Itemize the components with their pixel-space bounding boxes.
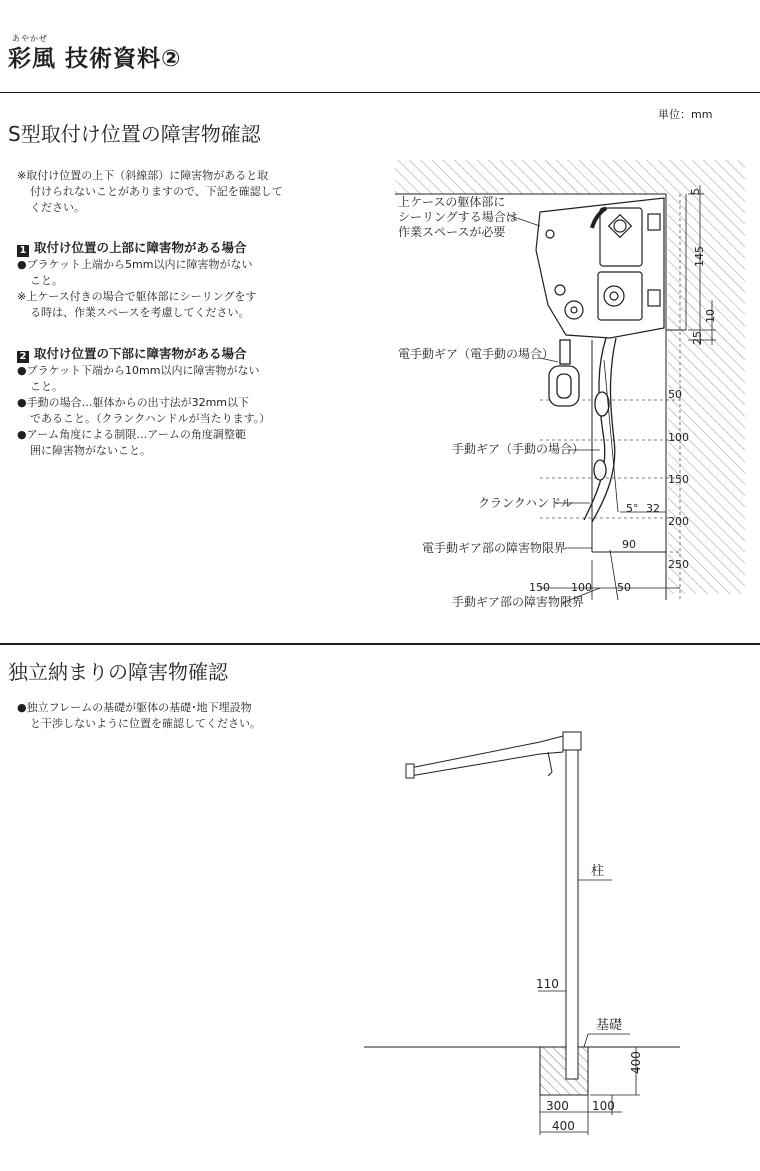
section1-heading: S型取付け位置の障害物確認 [8, 122, 261, 146]
manual-gear-crank [584, 338, 616, 522]
freestanding-frame-diagram [360, 725, 700, 1165]
pillar-label: 柱 [591, 864, 605, 879]
dim-100: 100 [592, 1099, 615, 1113]
dim-h150: 150 [529, 581, 550, 594]
case2-line: ●アーム角度による制限…アームの角度調整範 [17, 428, 246, 441]
case1-heading-text: 取付け位置の上部に障害物がある場合 [34, 240, 247, 255]
awning-arm [406, 736, 563, 778]
page-title: 彩風 技術資料② [8, 46, 182, 72]
foundation-block [540, 1047, 588, 1095]
case2-heading [17, 344, 247, 363]
title-ruby: あやかぜ [12, 34, 48, 43]
manual-gear-label: 手動ギア（手動の場合） [452, 442, 585, 456]
dim-400-vertical: 400 [629, 1051, 643, 1074]
case2-number: 2 [17, 351, 29, 363]
dim-v250: 250 [668, 558, 689, 571]
section2-body [17, 700, 287, 732]
section2-line: と干渉しないように位置を確認してください。 [30, 717, 261, 730]
electric-limit-label: 電手動ギア部の障害物限界 [422, 541, 567, 555]
case2-line: こと。 [30, 380, 63, 393]
dim-300: 300 [546, 1099, 569, 1113]
section2-line: ●独立フレームの基礎が躯体の基礎･地下埋設物 [17, 701, 252, 714]
dim-5: 5 [689, 188, 702, 195]
dim-90: 90 [622, 538, 636, 551]
unit-label: 単位：mm [658, 108, 713, 121]
dim-v50: 50 [668, 388, 682, 401]
section-divider [0, 643, 760, 645]
foundation-label: 基礎 [596, 1018, 623, 1033]
dim-h100: 100 [571, 581, 592, 594]
dim-145: 145 [693, 246, 706, 267]
electric-gear-label: 電手動ギア（電手動の場合） [398, 347, 555, 361]
case1-line: る時は、作業スペースを考慮してください。 [30, 306, 250, 319]
intro-line: ください。 [30, 201, 85, 214]
case2-line: ●ブラケット下端から10mm以内に障害物がない [17, 364, 260, 377]
case1-line: こと。 [30, 274, 63, 287]
case1-heading [17, 238, 247, 257]
manual-limit-label: 手動ギア部の障害物限界 [452, 595, 585, 609]
case2-heading-text: 取付け位置の下部に障害物がある場合 [34, 346, 247, 361]
dim-angle: 5° [626, 502, 639, 515]
case1-body [17, 257, 287, 321]
sealing-note-line: 作業スペースが必要 [398, 225, 506, 239]
dim-10: 10 [704, 309, 717, 323]
pillar [566, 734, 578, 1079]
dim-h50: 50 [617, 581, 631, 594]
sealing-note-line: 上ケースの躯体部に [398, 195, 506, 209]
dim-v100: 100 [668, 431, 689, 444]
case2-line: であること。（クランクハンドルが当たります。） [30, 412, 271, 425]
intro-note [17, 168, 287, 216]
header-divider [0, 92, 760, 93]
section2-heading: 独立納まりの障害物確認 [8, 660, 228, 684]
dim-v200: 200 [668, 515, 689, 528]
case2-line: ●手動の場合…躯体からの出寸法が32mm以下 [17, 396, 250, 409]
case1-number: 1 [17, 245, 29, 257]
dim-400-horizontal: 400 [552, 1119, 575, 1133]
case2-body [17, 363, 287, 459]
case1-line: ※上ケース付きの場合で躯体部にシーリングをす [17, 290, 257, 303]
dim-32: 32 [646, 502, 660, 515]
bracket-mechanism [536, 198, 664, 338]
intro-line: ※取付け位置の上下（斜線部）に障害物があると取 [17, 169, 269, 182]
sealing-note-line: シーリングする場合は [398, 210, 518, 224]
dim-v150: 150 [668, 473, 689, 486]
case2-line: 囲に障害物がないこと。 [30, 444, 151, 457]
dim-25: 25 [691, 331, 704, 345]
bracket-obstacle-diagram [380, 150, 760, 620]
intro-line: 付けられないことがありますので、下記を確認して [30, 185, 283, 198]
dim-110: 110 [536, 977, 559, 991]
case1-line: ●ブラケット上端から5mm以内に障害物がない [17, 258, 253, 271]
crank-handle-label: クランクハンドル [478, 496, 574, 510]
